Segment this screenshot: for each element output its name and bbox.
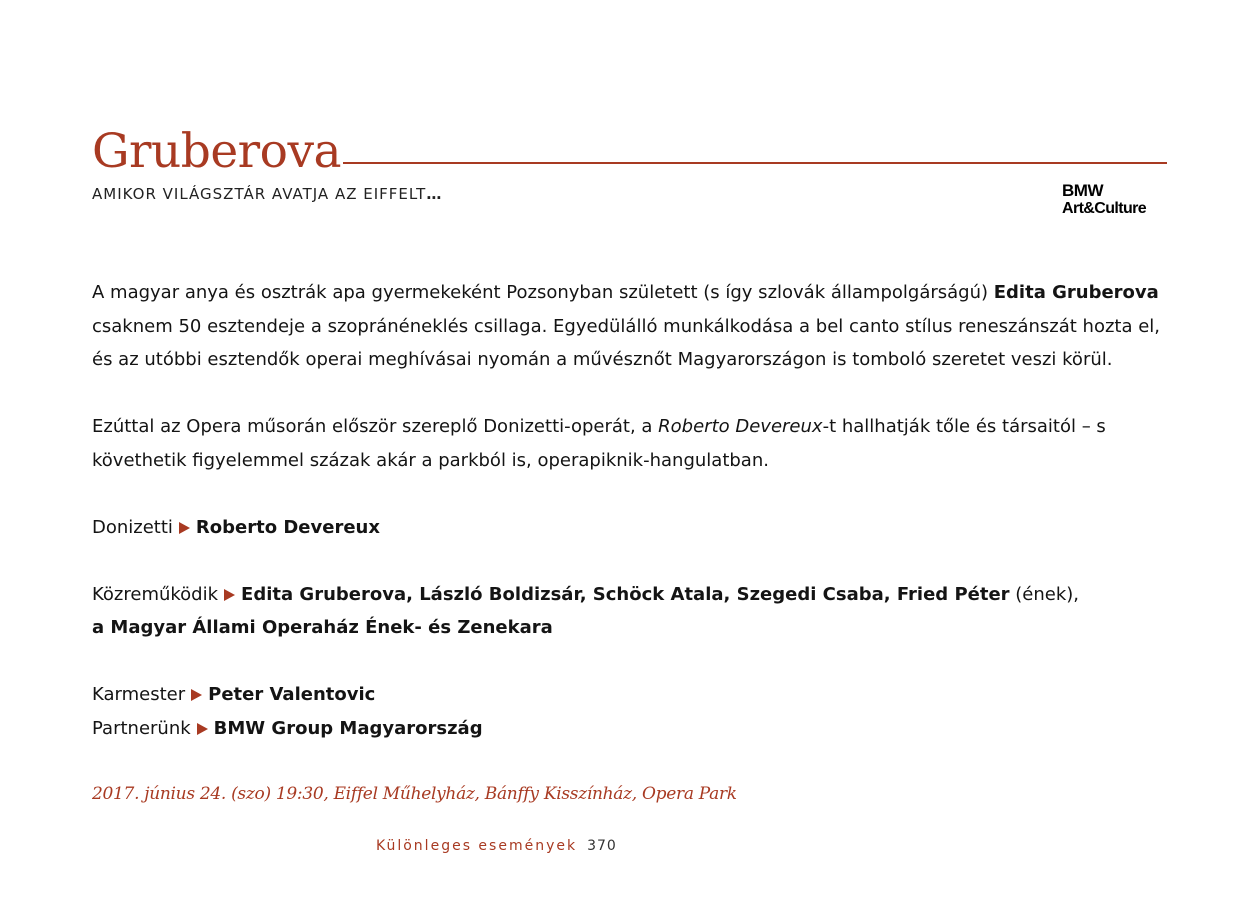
- page-number: 370: [587, 838, 617, 854]
- credit-performers: [92, 578, 1172, 612]
- brand-logo-line2: Art&Culture: [1062, 200, 1147, 217]
- credit-value: BMW Group Magyarország: [213, 717, 483, 739]
- second-paragraph: [92, 410, 1172, 477]
- credit-label: Közreműködik: [92, 583, 219, 605]
- artist-name: Edita Gruberova: [993, 282, 1159, 303]
- credit-label: Karmester: [92, 684, 186, 705]
- second-text-cont: -t hallhatják tőle és társaitól – s követhetik figyelemmel százak akár a parkból is, operapiknik-hangulatban.: [92, 416, 1106, 471]
- intro-text: A magyar anya és osztrák apa gyermekeként Pozsonyban született (s így szlovák állampolgárságú): [92, 282, 994, 303]
- work-title: Roberto Devereux: [658, 416, 823, 437]
- triangle-arrow-right-icon: [179, 522, 190, 534]
- credit-label: Donizetti: [92, 516, 173, 538]
- article-body: [92, 276, 1172, 745]
- second-text: Ezúttal az Opera műsorán először szereplő Donizetti-operát, a: [92, 416, 659, 437]
- page-footer: [376, 838, 617, 854]
- triangle-arrow-right-icon: [197, 723, 208, 735]
- page-title: Gruberova: [92, 124, 342, 179]
- subtitle-ellipsis: …: [426, 185, 443, 203]
- subtitle-text: AMIKOR VILÁGSZTÁR AVATJA AZ EIFFELT: [92, 185, 427, 203]
- credit-value: Edita Gruberova, László Boldizsár, Schöck Atala, Szegedi Csaba, Fried Péter: [241, 583, 1010, 605]
- brand-logo: [1062, 182, 1172, 218]
- credit-value: Peter Valentovic: [208, 684, 376, 705]
- brand-logo-line1: BMW: [1062, 181, 1103, 200]
- credit-value: Roberto Devereux: [195, 516, 380, 538]
- credit-composer: [92, 511, 1172, 545]
- credit-note: (ének),: [1009, 583, 1079, 605]
- credit-label: Partnerünk: [92, 717, 191, 739]
- intro-paragraph: [92, 276, 1172, 377]
- title-rule: [343, 162, 1167, 164]
- footer-section: Különleges események: [376, 838, 578, 854]
- triangle-arrow-right-icon: [191, 689, 202, 701]
- subtitle: [92, 185, 442, 203]
- event-date: 2017. június 24. (szo) 19:30, Eiffel Műhelyház, Bánffy Kisszínház, Opera Park: [92, 784, 737, 804]
- intro-text-cont: csaknem 50 esztendeje a szopránéneklés csillaga. Egyedülálló munkálkodása a bel canto stílus reneszánszát hozta el, és az utóbbi esztendők operai meghívásai nyomán a művésznőt Magyarországon is tomboló szeretet veszi körül.: [92, 315, 1161, 370]
- credit-performers-cont: [92, 611, 1172, 645]
- credit-value: a Magyar Állami Operaház Ének- és Zenekara: [92, 617, 553, 638]
- credit-partner: [92, 712, 1172, 746]
- credit-conductor: [92, 678, 1172, 712]
- triangle-arrow-right-icon: [224, 589, 235, 601]
